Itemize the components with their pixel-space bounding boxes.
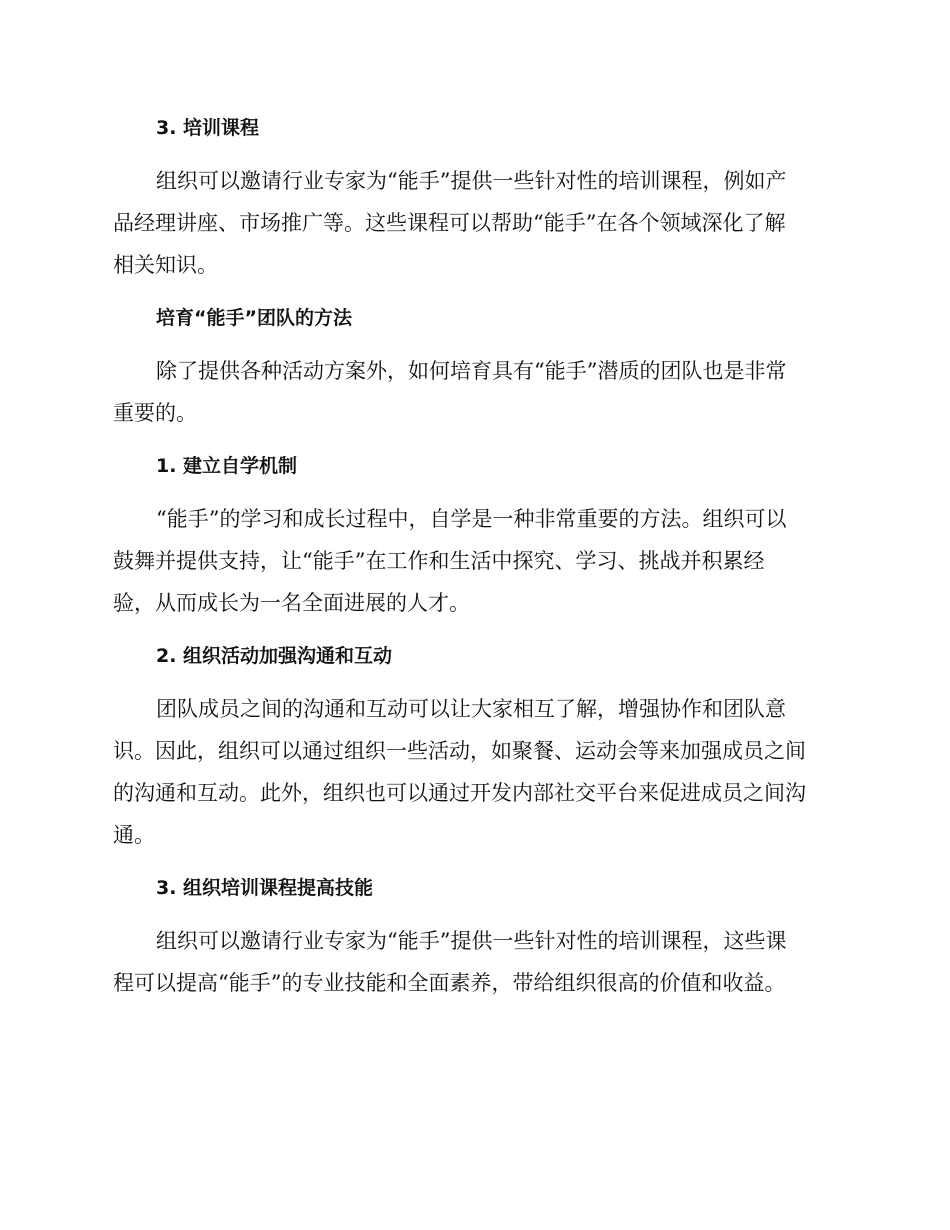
section-heading-self-study: 1. 建立自学机制 [156,455,298,477]
section-paragraph-training-courses [113,160,830,286]
paragraph-line: 程可以提高“能手”的专业技能和全面素养，带给组织很高的价值和收益。 [113,971,786,995]
paragraph-line: 的沟通和互动。此外，组织也可以通过开发内部社交平台来促进成员之间沟 [113,781,806,805]
section-paragraph-self-study [113,498,830,624]
document-body [113,108,830,1004]
paragraph-line: 团队成员之间的沟通和互动可以让大家相互了解，增强协作和团队意 [156,697,786,721]
paragraph-line: 重要的。 [113,401,197,425]
section-paragraph-communication [113,688,830,856]
section-heading-team-methods: 培育“能手”团队的方法 [156,307,352,329]
paragraph-line: 相关知识。 [113,253,218,277]
paragraph-line: 品经理讲座、市场推广等。这些课程可以帮助“能手”在各个领域深化了解 [113,211,786,235]
paragraph-line: 通。 [113,823,155,847]
section-paragraph-skill-training [113,920,830,1004]
section-paragraph-team-methods [113,350,830,434]
paragraph-line: 组织可以邀请行业专家为“能手”提供一些针对性的培训课程，例如产 [156,169,787,193]
paragraph-line: 识。因此，组织可以通过组织一些活动，如聚餐、运动会等来加强成员之间 [113,739,806,763]
paragraph-line: 验，从而成长为一名全面进展的人才。 [113,591,470,615]
section-heading-skill-training: 3. 组织培训课程提高技能 [156,877,374,899]
paragraph-line: 鼓舞并提供支持，让“能手”在工作和生活中探究、学习、挑战并积累经 [113,549,765,573]
paragraph-line: 组织可以邀请行业专家为“能手”提供一些针对性的培训课程，这些课 [156,929,787,953]
section-heading-training-courses: 3. 培训课程 [156,117,260,139]
paragraph-line: “能手”的学习和成长过程中，自学是一种非常重要的方法。组织可以 [156,507,787,531]
section-heading-communication: 2. 组织活动加强沟通和互动 [156,645,393,667]
paragraph-line: 除了提供各种活动方案外，如何培育具有“能手”潜质的团队也是非常 [156,359,787,383]
